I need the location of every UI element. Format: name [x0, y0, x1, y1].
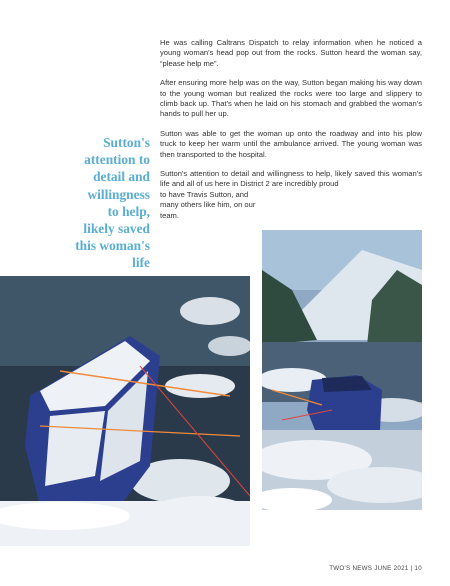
paragraph-3: Sutton was able to get the woman up onto the roadway and into his plow truck to keep her warm until the ambulance arrived. The young woman was then transported to the hospital. [160, 128, 422, 159]
paragraph-4-wide: Sutton's attention to detail and willingness to help, likely saved this woman's life and all of us here in District 2 are incredibly proud [160, 169, 422, 189]
paragraph-1: He was calling Caltrans Dispatch to relay information when he noticed a young woman's head pop out from the rocks. Sutton heard the woman say, “please help me”. [160, 38, 422, 68]
photo-car-in-river-wide [262, 230, 422, 510]
paragraph-2: After ensuring more help was on the way, Sutton began making his way down to the young woman but realized the rocks were too large and slippery to climb back up. That's when he laid on his stomach and grabbed the woman's hands to pull her up. [160, 78, 422, 119]
photo-car-in-river-closeup [0, 276, 250, 546]
paragraph-4 [160, 169, 422, 221]
page-footer: TWO'S NEWS JUNE 2021 | 10 [329, 565, 422, 572]
paragraph-4-narrow: to have Travis Sutton, and many others like him, on our team. [160, 189, 256, 220]
pull-quote: Sutton's attention to detail and willingness to help, likely saved this woman's life [75, 135, 150, 271]
article-body [160, 38, 422, 230]
